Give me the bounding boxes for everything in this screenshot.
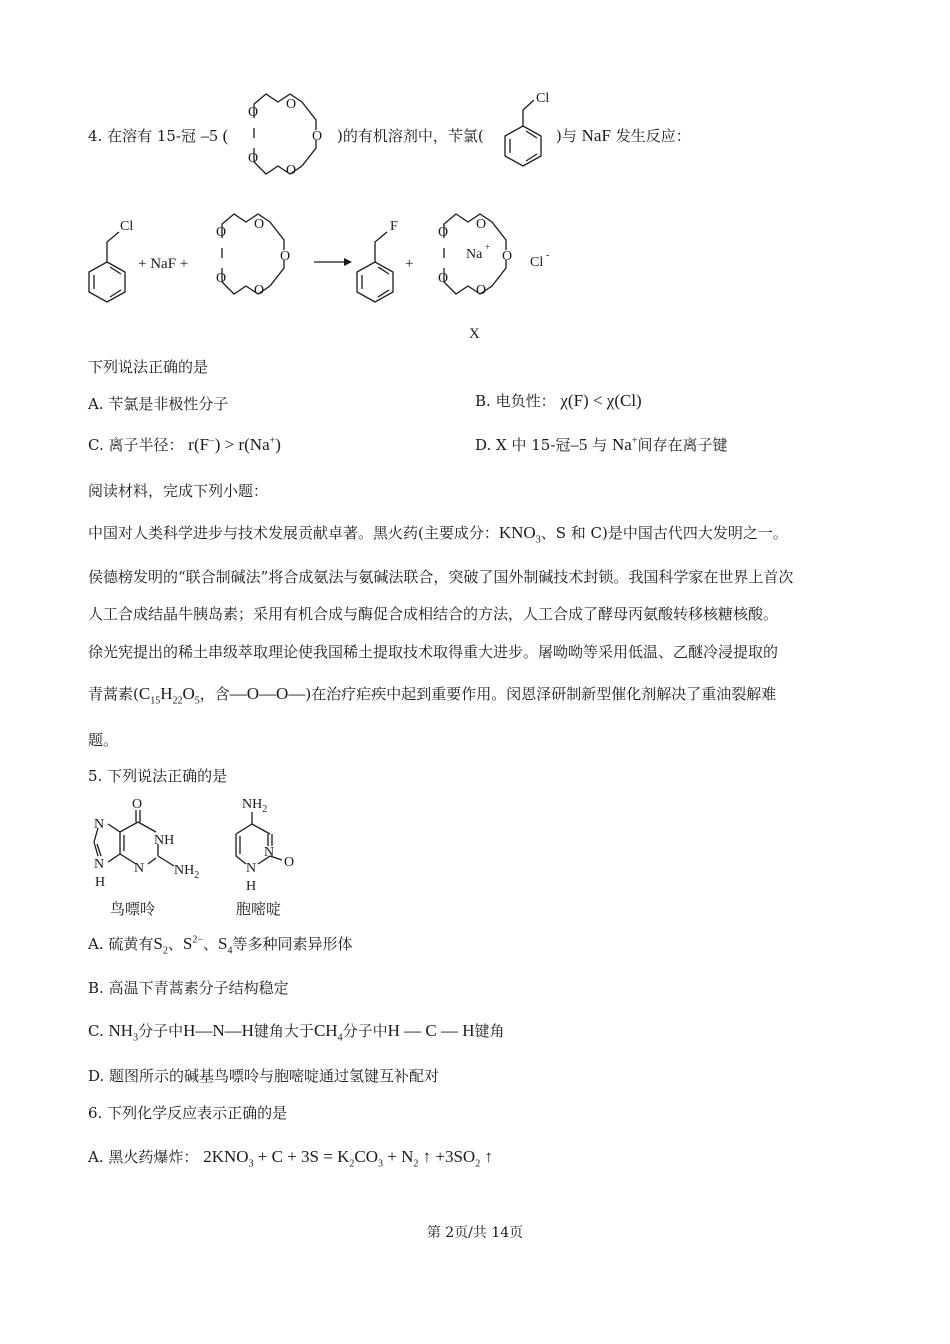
option-text: 离子半径： (108, 436, 184, 454)
reading-text: )在治疗疟疾中起到重要作用。闵恩泽研制新型催化剂解决了重油裂解难 (305, 685, 777, 703)
n-atom: N (264, 845, 275, 860)
q4-naf: NaF (581, 126, 611, 145)
q4-stem-tail: 发生反应： (615, 127, 691, 145)
eq-part: ↑ (480, 1147, 493, 1166)
q4-prompt: 下列说法正确的是 (88, 358, 209, 376)
nh2-group (174, 863, 199, 881)
option-text: 键角大于 (253, 1022, 314, 1040)
q4-stem-paren: ( (222, 126, 229, 145)
q4-stem-mid (337, 125, 484, 146)
nh2-text: NH (174, 863, 195, 878)
q4-stem-end (556, 125, 691, 146)
o-atom: O (254, 283, 265, 298)
q6-option-a[interactable] (88, 1146, 493, 1168)
option-text: 高温下青蒿素分子结构稳定 (108, 979, 289, 997)
guanine-structure (88, 794, 218, 924)
o-atom: O (216, 225, 227, 240)
option-text: X 中 15-冠 (496, 436, 571, 454)
o-atom: O (254, 217, 265, 232)
option-text: 分子中 (138, 1022, 184, 1040)
option-label: A. (88, 1148, 104, 1166)
eq-sub: 2 (349, 1158, 355, 1170)
option-text: 分子中 (342, 1022, 388, 1040)
q5-option-c[interactable] (88, 1020, 505, 1042)
reading-p6: 题。 (88, 731, 119, 749)
eq-part: ↑ +3SO (418, 1147, 476, 1166)
option-text: 电负性： (495, 392, 556, 410)
option-math: r(F (188, 435, 210, 454)
q4-option-d[interactable] (475, 434, 727, 456)
reading-p1 (88, 522, 788, 544)
na-ion: Na (466, 247, 483, 262)
formula: C (138, 684, 151, 703)
eq-part: + C + 3S = K (253, 1147, 350, 1166)
formula-sub: 3 (133, 1032, 139, 1044)
o-atom: O (312, 129, 323, 144)
eq-sub: 3 (378, 1158, 383, 1170)
q6-stem: 6. 下列化学反应表示正确的是 (88, 1104, 288, 1122)
eq-sub: 2 (413, 1158, 419, 1170)
o-atom: O (248, 151, 259, 166)
option-math: Na (612, 435, 632, 454)
bond-formula: H — C — H (387, 1021, 475, 1040)
nh2-sub: 2 (262, 804, 268, 815)
q4-option-a[interactable] (88, 393, 228, 415)
formula-sub: 3 (535, 534, 541, 546)
charge-sup: + (631, 435, 638, 447)
o-atom: O (502, 249, 513, 264)
formula: O (182, 684, 195, 703)
reading-p2: 侯德榜发明的“联合制碱法”将合成氨法与氨碱法联合，突破了国外制碱技术封锁。我国科学家在世界上首次 (88, 568, 794, 586)
o-atom: O (248, 105, 259, 120)
formula-sub: 15 (150, 695, 161, 707)
cytosine-structure (228, 794, 318, 924)
option-math: ) > r(Na (214, 435, 270, 454)
q4-option-c[interactable] (88, 434, 281, 456)
equation (203, 1147, 493, 1170)
o-atom: O (284, 855, 295, 870)
q5-option-a[interactable] (88, 933, 353, 955)
q4-option-b[interactable] (475, 390, 642, 412)
reaction-arrow (314, 258, 352, 266)
formula-sub: 5 (194, 695, 200, 707)
option-label: D. (88, 1067, 105, 1085)
o-atom: O (438, 271, 449, 286)
nh2-sub: 2 (194, 870, 200, 881)
o-atom: O (216, 271, 227, 286)
f-atom: F (390, 219, 398, 234)
eq-part: 2KNO (203, 1147, 249, 1166)
reading-p4: 徐光宪提出的稀土串级萃取理论使我国稀土提取技术取得重大进步。屠呦呦等采用低温、乙醚冷浸提取的 (88, 643, 779, 661)
nh-group: NH (154, 833, 175, 848)
charge-sup: − (209, 435, 215, 447)
crown-ether-15-5-small (232, 82, 332, 182)
page-footer: 第 2页/共 14页 (426, 1225, 524, 1241)
charge-sup: + (269, 435, 276, 447)
option-label: C. (88, 1022, 104, 1040)
n-atom: N (94, 817, 105, 832)
q4-stem-text: 4. 在溶有 15-冠 (88, 127, 197, 145)
separator: 、 (167, 935, 183, 953)
o-atom: O (286, 163, 297, 178)
formula-sub: 22 (172, 695, 183, 707)
option-text: 间存在离子键 (637, 436, 728, 454)
reading-text: 青蒿素( (88, 685, 139, 703)
bond-formula: H—N—H (183, 1021, 254, 1040)
cytosine-label: 胞嘧啶 (236, 902, 282, 918)
q5-option-d[interactable] (88, 1065, 439, 1087)
eq-part: CO (354, 1147, 378, 1166)
option-text: 等多种同素异形体 (232, 935, 353, 953)
option-label: B. (475, 392, 491, 410)
n-atom: N (246, 861, 257, 876)
reading-text: 、S 和 C)是中国古代四大发明之一。 (540, 524, 788, 542)
nh2-text: NH (242, 797, 263, 812)
option-label: A. (88, 395, 104, 413)
formula: CH (313, 1021, 338, 1040)
formula: H (160, 684, 173, 703)
formula-sub: 4 (337, 1032, 343, 1044)
o-atom: O (280, 249, 291, 264)
o-atom: O (438, 225, 449, 240)
n-atom: N (134, 861, 145, 876)
q4-stem-mid-text: )的有机溶剂中，苄氯( (337, 127, 484, 145)
q5-option-b[interactable] (88, 977, 289, 999)
reading-intro: 阅读材料，完成下列小题： (88, 482, 269, 500)
peroxide-bond: —O—O— (229, 684, 306, 703)
q4-stem-end-text: )与 (556, 127, 577, 145)
plus-naf-plus: + NaF + (138, 256, 189, 272)
plus-sign: + (405, 256, 414, 272)
option-text: 与 (592, 436, 608, 454)
o-atom: O (476, 283, 487, 298)
reading-text: 中国对人类科学进步与技术发展贡献卓著。黑火药(主要成分： (88, 524, 499, 542)
cl-ion: Cl (530, 255, 544, 270)
eq-sub: 3 (248, 1158, 254, 1170)
guanine-label: 鸟嘌呤 (110, 902, 156, 918)
reading-p3: 人工合成结晶牛胰岛素；采用有机合成与酶促合成相结合的方法，人工合成了酵母丙氨酸转移核糖核酸。 (88, 605, 779, 623)
separator: 、 (203, 935, 219, 953)
q4-stem-crown-num: –5 (200, 126, 218, 145)
x-label: X (469, 326, 480, 342)
q5-stem: 5. 下列说法正确的是 (88, 767, 228, 785)
o-atom: O (286, 97, 297, 112)
formula: S (153, 934, 163, 953)
reading-text: ，含 (199, 685, 230, 703)
o-atom: O (132, 797, 143, 812)
option-math: ) (275, 435, 281, 454)
formula-sub: 2 (162, 945, 168, 957)
h-atom: H (95, 875, 106, 890)
option-text: 题图所示的碱基鸟嘌呤与胞嘧啶通过氢键互补配对 (109, 1067, 440, 1085)
formula-sub: 4 (227, 945, 233, 957)
h-atom: H (246, 879, 257, 894)
nh2-group (242, 797, 267, 815)
cl-charge: - (546, 250, 550, 261)
option-label: B. (88, 979, 104, 997)
eq-part: + N (383, 1147, 414, 1166)
formula: S (218, 934, 228, 953)
cl-atom: Cl (120, 219, 134, 234)
option-math: χ(F) < χ(Cl) (560, 391, 642, 410)
option-text: 硫黄有 (108, 935, 154, 953)
formula: NH (108, 1021, 134, 1040)
benzyl-chloride-small (496, 84, 556, 184)
reading-p5 (88, 683, 776, 705)
charge-sup: 2− (192, 934, 203, 946)
q4-stem (88, 125, 228, 146)
cl-atom: Cl (536, 91, 550, 106)
option-math: –5 (570, 435, 588, 454)
reaction-scheme (82, 196, 642, 346)
option-text: 黑火药爆炸： (108, 1148, 199, 1166)
o-atom: O (476, 217, 487, 232)
option-text: 键角 (474, 1022, 505, 1040)
option-label: D. (475, 436, 492, 454)
n-atom: N (94, 857, 105, 872)
eq-sub: 2 (475, 1158, 481, 1170)
option-label: A. (88, 935, 104, 953)
formula: KNO (498, 523, 536, 542)
option-text: 苄氯是非极性分子 (108, 395, 229, 413)
option-label: C. (88, 436, 104, 454)
na-charge: + (485, 242, 491, 252)
formula: S (182, 934, 193, 953)
